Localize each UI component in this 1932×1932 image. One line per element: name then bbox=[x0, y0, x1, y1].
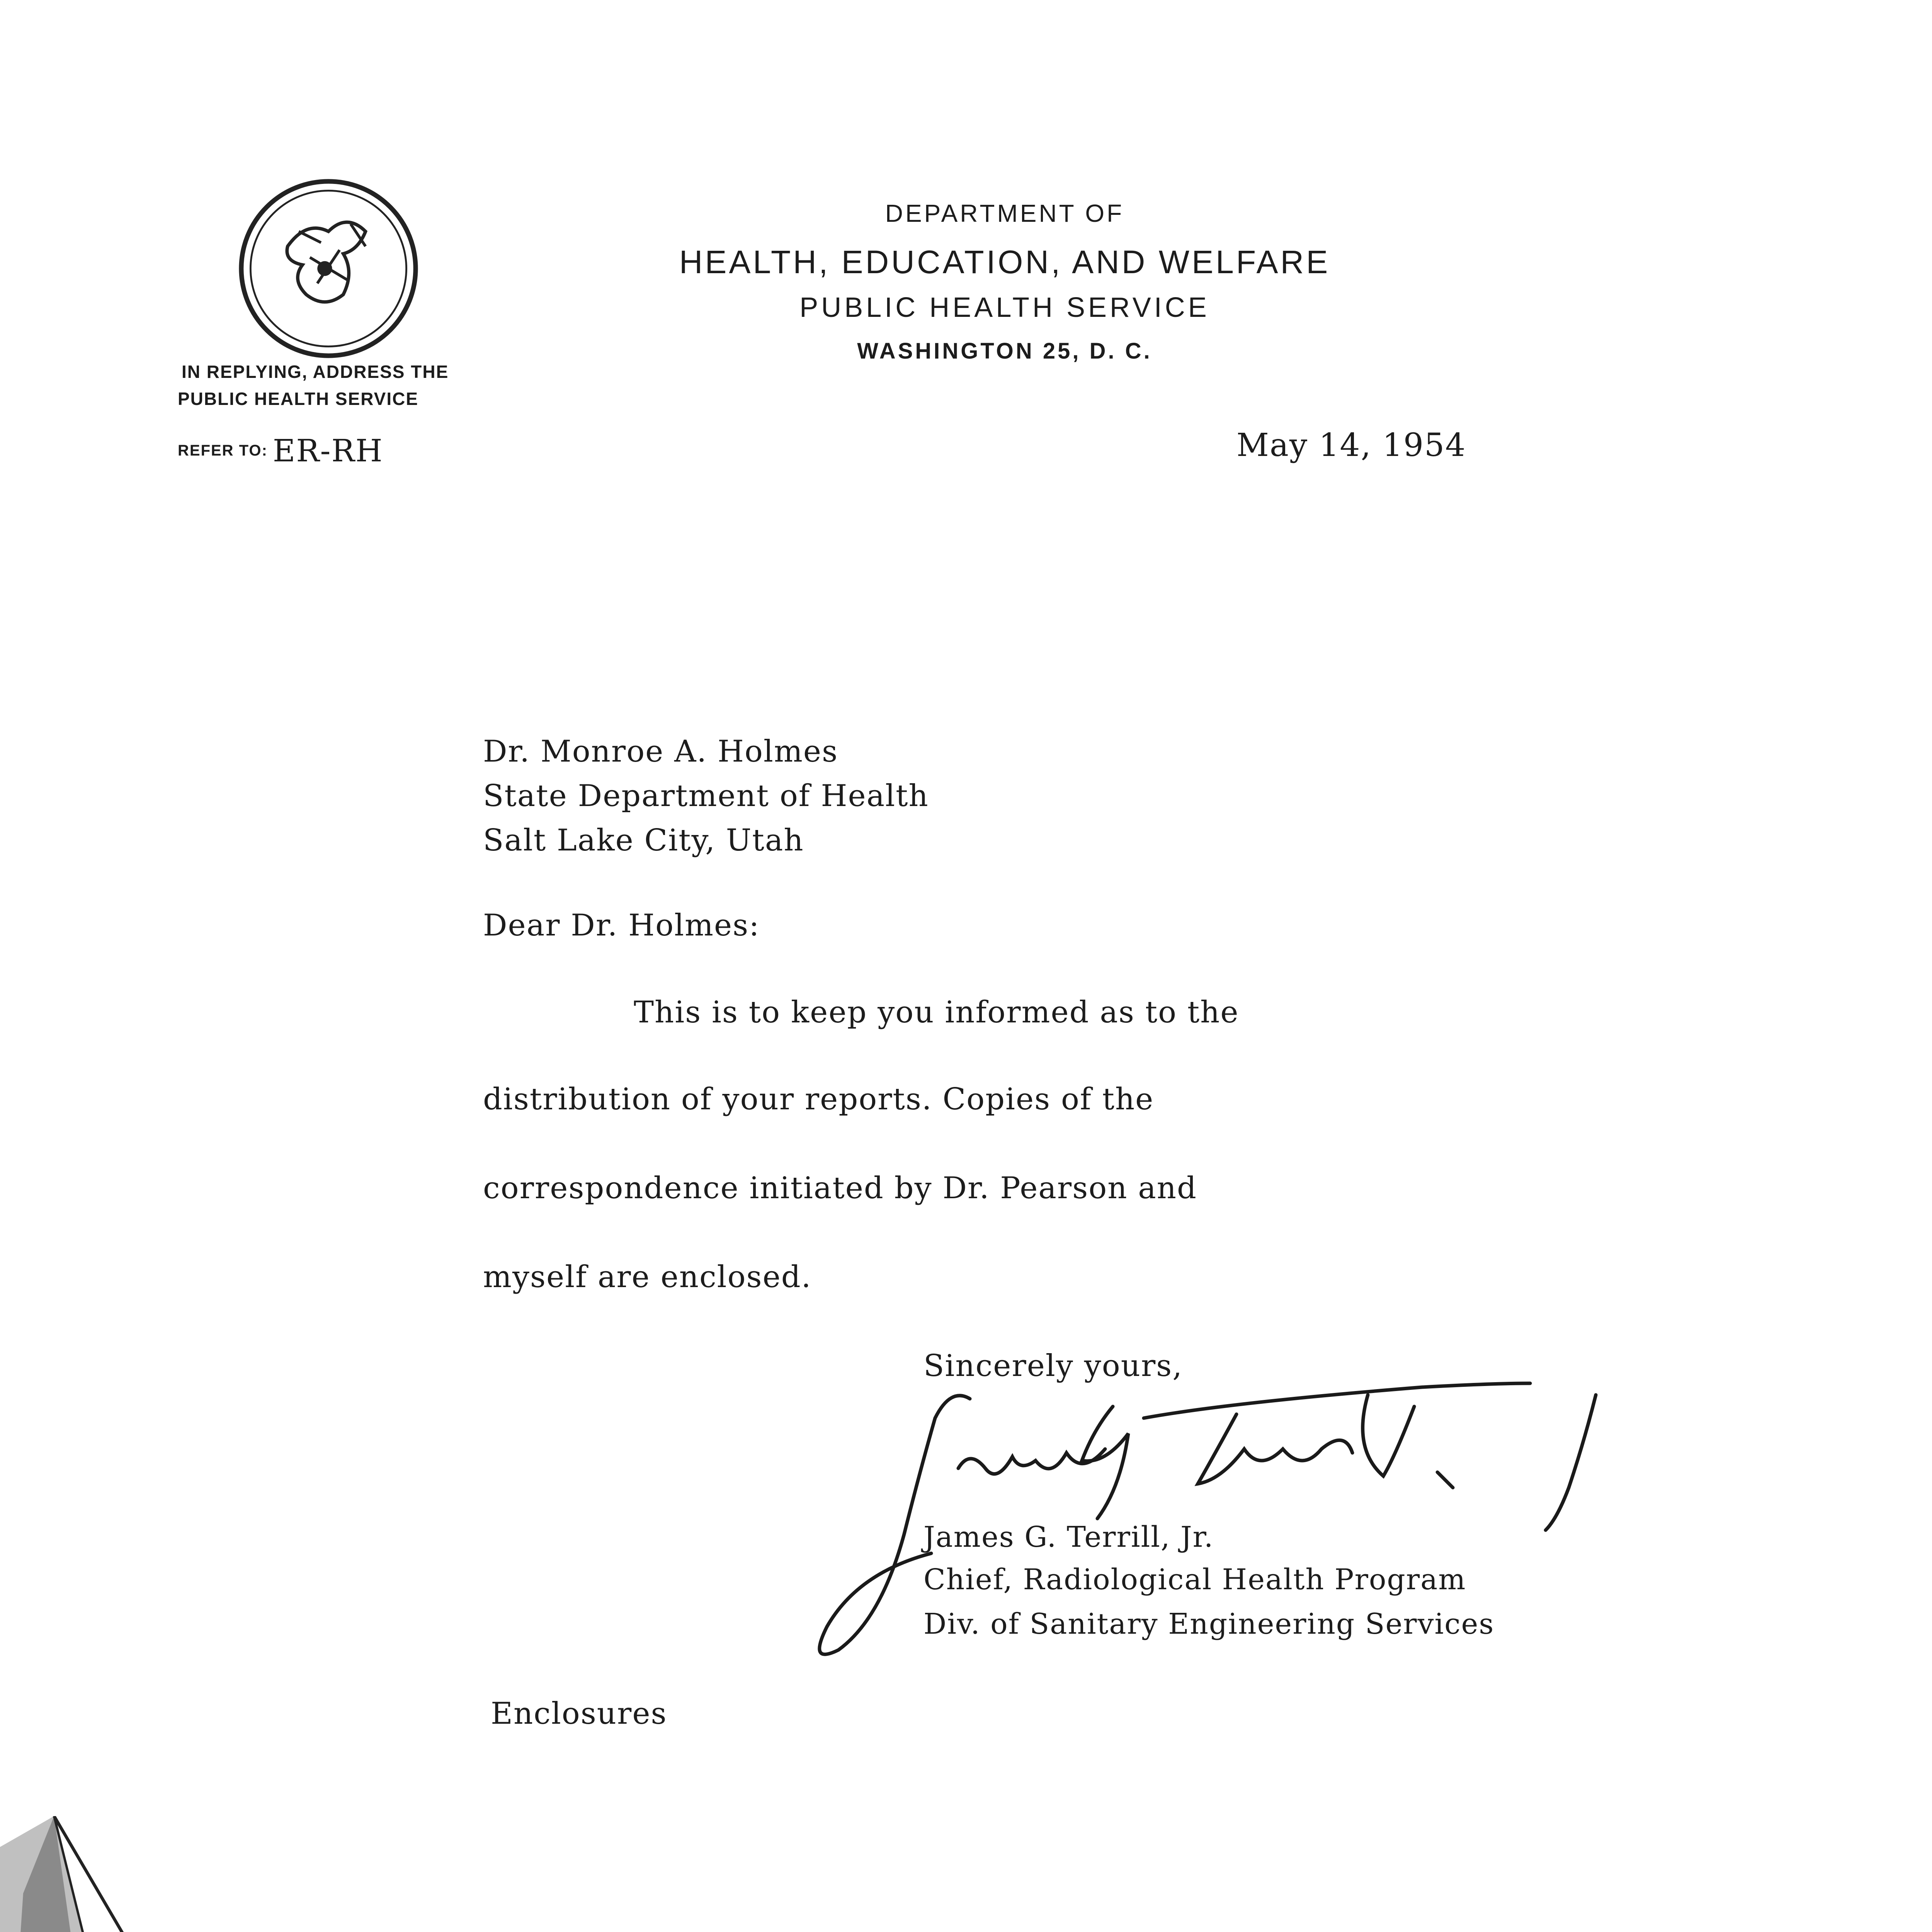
department-seal-icon bbox=[236, 176, 421, 361]
closing: Sincerely yours, bbox=[923, 1349, 1183, 1383]
signer-name: James G. Terrill, Jr. bbox=[923, 1520, 1214, 1554]
recipient-org: State Department of Health bbox=[483, 779, 929, 813]
recipient-name: Dr. Monroe A. Holmes bbox=[483, 734, 838, 769]
body-line: distribution of your reports. Copies of the bbox=[483, 1082, 1154, 1117]
scan-folded-corner bbox=[0, 1816, 425, 1932]
refer-to-code: ER-RH bbox=[272, 433, 383, 469]
reply-note-line1: IN REPLYING, ADDRESS THE bbox=[182, 362, 449, 382]
body-line: This is to keep you informed as to the bbox=[634, 995, 1239, 1030]
enclosures-note: Enclosures bbox=[491, 1696, 667, 1731]
letterhead-hew: HEALTH, EDUCATION, AND WELFARE bbox=[679, 244, 1330, 280]
body-line: myself are enclosed. bbox=[483, 1260, 812, 1294]
letterhead-department: DEPARTMENT OF bbox=[885, 199, 1124, 227]
reply-note-line2: PUBLIC HEALTH SERVICE bbox=[178, 389, 419, 409]
salutation: Dear Dr. Holmes: bbox=[483, 908, 760, 943]
signer-division: Div. of Sanitary Engineering Services bbox=[923, 1607, 1495, 1641]
letter-date: May 14, 1954 bbox=[1236, 427, 1466, 464]
refer-to-label: REFER TO: bbox=[178, 442, 268, 459]
letterhead-phs: PUBLIC HEALTH SERVICE bbox=[799, 292, 1210, 323]
recipient-city: Salt Lake City, Utah bbox=[483, 823, 804, 858]
letterhead-washington: WASHINGTON 25, D. C. bbox=[857, 338, 1152, 364]
body-line: correspondence initiated by Dr. Pearson and bbox=[483, 1171, 1197, 1206]
refer-to bbox=[178, 433, 383, 469]
signer-title: Chief, Radiological Health Program bbox=[923, 1563, 1466, 1596]
